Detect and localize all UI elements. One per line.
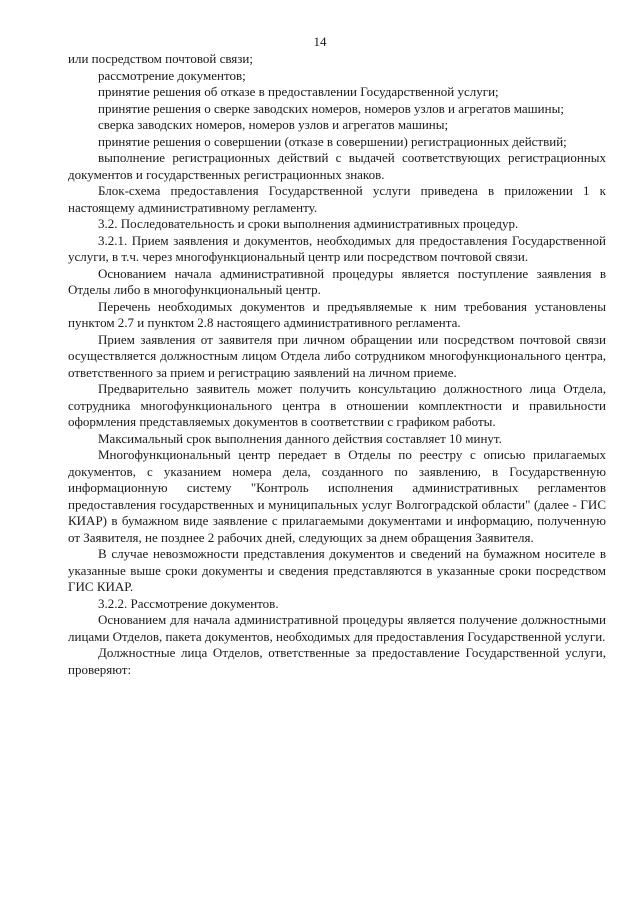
- paragraph: сверка заводских номеров, номеров узлов и агрегатов машины;: [98, 117, 449, 132]
- paragraph: Основанием начала административной процедуры является поступление заявления в Отделы либо в многофункциональный центр.: [68, 265, 606, 297]
- paragraph: принятие решения об отказе в предоставлении Государственной услуги;: [98, 84, 499, 99]
- paragraph: В случае невозможности представления документов и сведений на бумажном носителе в указанные выше сроки документы и сведения представляются в указанные сроки посредством ГИС КИАР.: [68, 546, 606, 594]
- paragraph: рассмотрение документов;: [98, 67, 246, 83]
- paragraph: Многофункциональный центр передает в Отделы по реестру с описью прилагаемых документов, с указанием номера дела, созданного по заявлению, в Государственную информационную систему "Контроль исполнения административных регламентов предоставления государственных и муниципальных услуг Волгоградской области" (далее - ГИС КИАР) в бумажном виде заявление с прилагаемыми документами и информацию, полученную от Заявителя, не позднее 2 рабочих дней, следующих за днем обращения Заявителя.: [68, 447, 606, 545]
- paragraph: 3.2.1. Прием заявления и документов, необходимых для предоставления Государственной услуги, в т.ч. через многофункциональный центр или посредством почтовой связи.: [68, 232, 606, 264]
- paragraph: или посредством почтовой связи;: [68, 51, 253, 66]
- paragraph: Максимальный срок выполнения данного действия составляет 10 минут.: [98, 430, 502, 446]
- paragraph: Предварительно заявитель может получить консультацию должностного лица Отдела, сотрудника многофункционального центра в отношении комплектности и правильности оформления представляемых документов в соответствии с графиком работы.: [68, 381, 606, 429]
- paragraph: Должностные лица Отделов, ответственные за предоставление Государственной услуги, проверяют:: [68, 645, 606, 677]
- document-body: [68, 51, 606, 678]
- paragraph: Основанием для начала административной процедуры является получение должностными лицами Отделов, пакета документов, необходимых для предоставления Государственной услуги.: [68, 612, 606, 644]
- paragraph: Блок-схема предоставления Государственной услуги приведена в приложении 1 к настоящему административному регламенту.: [68, 183, 606, 215]
- page-number: 14: [313, 34, 327, 49]
- paragraph: Прием заявления от заявителя при личном обращении или посредством почтовой связи осуществляется должностным лицом Отдела либо сотрудником многофункционального центра, ответственного за прием и регистрацию заявлений на личном приеме.: [68, 331, 606, 380]
- paragraph: 3.2.2. Рассмотрение документов.: [98, 595, 279, 611]
- paragraph: Перечень необходимых документов и предъявляемые к ним требования установлены пунктом 2.7 и пунктом 2.8 настоящего административного регламента.: [68, 298, 606, 330]
- paragraph: выполнение регистрационных действий с выдачей соответствующих регистрационных документов и государственных регистрационных знаков.: [68, 150, 606, 182]
- paragraph: принятие решения о сверке заводских номеров, номеров узлов и агрегатов машины;: [98, 100, 564, 116]
- paragraph: 3.2. Последовательность и сроки выполнения административных процедур.: [98, 216, 519, 231]
- paragraph: принятие решения о совершении (отказе в совершении) регистрационных действий;: [98, 133, 567, 149]
